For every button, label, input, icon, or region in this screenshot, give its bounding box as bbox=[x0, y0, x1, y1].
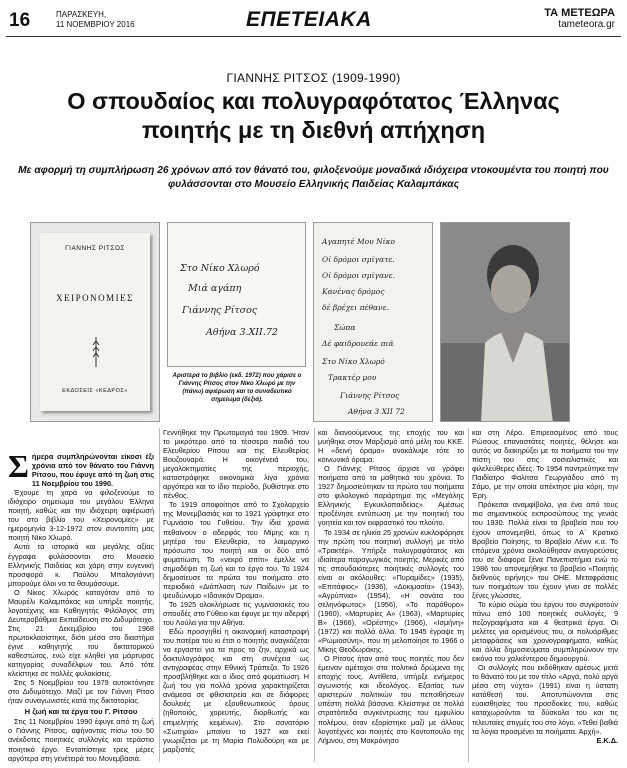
body-paragraph: Το 1934 σε ηλικία 25 χρονών κυκλοφόρησε την πρώτη του ποιητική συλλογή με τίτλο «Τρακτέρ». Υπήρξε πολυγραφότατος και ιδιαίτερα παραγωγικός ποιητής. Μερικές από τις σπουδαιότερες ποιητικές συλλογές του είναι οι ακόλουθες: «Πυραμίδες» (1935), «Επιτάφιος» (1936), «Δοκιμασία» (1943), «Αγρύπνια» (1954), «Η σονάτα του σεληνόφωτος» (1956), «Το παράθυρο» (1960), «Μαρτυρίες Α» (1963), «Μαρτυρίες Β» (1966), «Ορέστης» (1966), «Ισμήνη» (1972) και πολλά άλλα. Το 1945 έγραψε τη «Ρωμιοσύνη», που τη μελοποίησε το 1966 ο Μίκης Θεοδωράκης. bbox=[318, 527, 464, 655]
body-paragraph: Πρόκειται αναμφίβολα, για ένα από τους πιο σημαντικούς εκπροσώπους της γενιάς του 1930. Πολλά είναι τα βραβεία που του έχουν απονεμηθεί, όπως το Α΄ Κρατικό Βραβείο Ποίησης, το Βραβείο Λένιν κ.α. Το επόμενα χρόνια ακολούθησαν αναγορεύσεις του σε διάφορα ξένα Πανεπιστήμια ενώ το 1986 του απονεμήθηκε το βραβείο «Ποιητής διεθνούς ειρήνης» του ΟΗΕ. Μεταφράσεις των ποιημάτων του έχουν γίνει σε πολλές ξένες γλώσσες. bbox=[472, 500, 618, 600]
handwritten-note-image bbox=[313, 222, 433, 422]
dedication-line: Μιά αγάπη bbox=[188, 283, 242, 294]
dedication-image bbox=[167, 222, 306, 367]
brand-name: ΤΑ ΜΕΤΕΩΡΑ bbox=[544, 7, 615, 19]
dedication-line: Στο Νίκο Χλωρό bbox=[180, 263, 260, 274]
note-date: Αθήνα 3 ΧΙΙ 72 bbox=[348, 407, 405, 416]
article-headline bbox=[12, 87, 615, 145]
note-line: Σώπα bbox=[334, 323, 356, 332]
brand-site[interactable]: tameteora.gr bbox=[558, 19, 615, 30]
ritsos-portrait-photo bbox=[440, 222, 570, 422]
lead-paragraph: ήμερα συμπληρώνονται είκοσι έξι χρόνια από τον θάνατο του Γιάννη Ρίτσου, που έφυγε από τη ζωή στις 11 Νοεμβρίου του 1990. bbox=[31, 452, 155, 489]
note-signature: Γιάννης Ρίτσος bbox=[340, 391, 400, 400]
note-line: Οί δρόμοι σμίγατε. bbox=[322, 255, 395, 264]
note-line: Κανένας δρόμος bbox=[322, 287, 385, 296]
body-paragraph: Το κύριο σώμα του έργου του συγκροτούν πάνω από 100 ποιητικές συλλογές, 9 πεζογραφήματα και 4 θεατρικά έργα. Οι μελέτες για ορισμένους του, οι πολυάριθμες μεταφράσεις και χρονογραφήματα, καθώς και άλλα δημοσιεύματα συμπληρώνουν την εικόνα του χαλκέντερου δημιουργού. bbox=[472, 599, 618, 664]
note-line: Οί δρόμοι σμίγανε. bbox=[322, 271, 396, 280]
dedication-date: Αθήνα 3.XII.72 bbox=[206, 327, 278, 338]
body-paragraph: Αυτά τα ιστορικά και μεγάλης αξίας έγγραφα φυλάσσονται στο Μουσείο Ελληνικής Παιδείας και χάρη στην ευγενική προσφορά κ. Παύλου Μπαλογιάννη μπορούμε όλοι να τα θαυμάσουμε. bbox=[8, 542, 154, 588]
article-column-3 bbox=[318, 428, 464, 745]
body-paragraph: Οι συλλογές που εκδόθηκαν αμέσως μετά το θάνατό του με τον τίτλο «Αργά, πολύ αργά μέσα στη νύχτα» (1991) είναι η ύστατη κατάθεσή του. Αποτυπώνονται στις ευαισθησίες του προσδοκίες του, καθώς καταχωρούνται τα δύσκολα του και τις τελευταίες στιγμές του στο λόγο. «Τεθεί βαθιά τα λόγια προσμένει τα ποιήματα. Αρχή». bbox=[472, 663, 618, 736]
body-paragraph: Ο Γιάννης Ρίτσος άρχισε να γράφει ποιήματα από τα μαθητικά του χρόνια. Το 1927 δημοσιεύτηκαν τα πρώτα του ποιήματα στο φιλολογικό παράρτημα της «Μεγάλης Ελληνικής Εγκυκλοπαιδείας». Αμέσως προξένησε εντύπωση με την ποιητική του γοητεία και τον εκφραστικό του πλούτο. bbox=[318, 464, 464, 528]
page-number: 16 bbox=[9, 10, 31, 31]
body-paragraph: Το 1919 αποφοίτησε από το Σχολαρχείο της Μονεμβασιάς και το 1921 γράφτηκε στο Γυμνάσιο του Γυθείου. Την ίδια χρονιά πεθαίνουν ο αδερφός του Μίμης και η μητέρα του Ελευθερία, το λαιμαργικό πρόσωπο του ποιητή και οι δύο από φυματίωση. Το «νεκρό σπίτι» έμελλε να σημαδέψει τη ζωή και το έργο του. Το 1924 δημοσίευσε τα πρώτα του ποιήματα στο περιοδικό «Διάπλαση των Παίδων» με το ψευδώνυμο «Ιδανικόν Όραμα». bbox=[163, 500, 309, 600]
body-paragraph: Στις 5 Νοεμβρίου του 1979 αυτοκτόνησε στο Διδυμότειχο. Μαζί με τον Γιάννη Ρίτσο ήταν συναγωνιστές κατά της δικτατορίας. bbox=[8, 678, 154, 706]
image-caption: Αριστερά το βιβλίο (εκδ. 1972) που χάρισε ο Γιάννης Ρίτσος στον Νίκο Χλωρό με την (πάνω) αφιέρωση και το συναδευτικό σημείωμα (δεξιά). bbox=[172, 372, 302, 403]
column-divider bbox=[159, 428, 160, 762]
section-subheading: Η ζωή και τα έργα του Γ. Ρίτσου bbox=[24, 707, 138, 717]
issue-date bbox=[56, 10, 135, 30]
body-paragraph: Έχουμε τη χαρά να φιλοξενούμε το ιδιόχειρο σημείωμα του μεγάλου Έλληνα ποιητή, καθώς και την ιδιόχειρη αφιέρωσή του στο βιβλίο του «Χειρονομίες» με ημερομηνία 3-12-1972 στον συντοπίτη μας ποιητή Νίκο Χλωρό. bbox=[8, 488, 154, 543]
note-line: Δέ φαιδρουεάε πιά bbox=[322, 339, 394, 348]
body-paragraph: Ο Ρίτσος ήταν από τους ποιητές που δεν έμειναν αμέτοχοι στα πολιτικά δρώμενα της εποχής τους. Αντίθετα, υπήρξε ενήμερος αγωνιστής και ιδεολόγος. Εξαιτίας των αριστερών πολιτικών του πεποιθήσεων υπέστη πολλά βάσανα. Κλείστηκε σε πολλά στρατόπεδα συγκέντρωσης του εμφυλίου πολέμου, όταν εξορίστηκε μαζί με άλλους λογοτέχνες και ποιητές στο Κοντοπουλο της Λήμνου, στη Μακρόνησο bbox=[318, 654, 464, 745]
body-paragraph: Στις 11 Νοεμβρίου 1990 έφυγε από τη ζωή ο Γιάννης Ρίτσος, αφήνοντας πίσω του 50 ανέκδοτες ποιητικές συλλογές και τεράστιο ποιητικό έργο. Εντοπίστηκε τρεις μέρες αργότερα στη γενέτειρά του Μονεμβασιά. bbox=[8, 717, 154, 763]
book-author: ΓΙΑΝΝΗΣ ΡΙΤΣΟΣ bbox=[65, 245, 125, 252]
note-line: δέ βρέχει πέθανε. bbox=[322, 303, 390, 312]
issue-date-text: 11 ΝΟΕΜΒΡΙΟΥ 2016 bbox=[56, 20, 135, 29]
article-signoff: Ε.Κ.Δ. bbox=[596, 735, 618, 745]
newspaper-brand bbox=[544, 8, 615, 30]
body-paragraph: Εδώ προσγηθεί η οικονομική καταστροφή του πατέρα του κι έτσι ο ποιητής αναγκάζεται να εργαστεί για τα προς το ζην, αρχικά ως δακτυλογράφος και στη συνέχεια ως αντιγραφέας στην Εθνική Τράπεζα. Το 1926 προσβλήθηκε και ο ίδιος από φυματίωση. Η ζωή του για πολλά χρόνια χαρακτηρίζεται ανάμεσα σε φθισιατρεία και σε διάφορες δουλειές με εξουθενωτικούς όρους (ηθοποιός, χορευτής, διορθωτής και επιμελητής κειμένων). Στο σανατόριο «Σωτηρία» μπαίνει το 1927 και εκεί γνωρίζεται με τη Μαρία Πολυδούρη και με μαρξιστές bbox=[163, 627, 309, 754]
article-column-4 bbox=[472, 428, 618, 745]
headline-line-2: ποιητής με τη διεθνή απήχηση bbox=[141, 117, 486, 143]
section-title: ΕΠΕΤΕΙΑΚΑ bbox=[246, 8, 372, 31]
article-kicker: ΓΙΑΝΝΗΣ ΡΙΤΣΟΣ (1909-1990) bbox=[226, 71, 401, 85]
body-paragraph: Ο Νίκος Χλωρός καταγόταν από το Μαυρέλι Καλαμπάκας και υπήρξε ποιητής, λογοτέχνης και Καθηγητής Φιλόλογος στη Δευτεροβάθμια Εκπαίδευση στο Διδυμότειχο. Στις 21 Δεκεμβρίου του 1968 πρωτοκλασίστηκε, διότι μέσα στο διαστήμα έγινε καθηγητής του δικτατορικού καθεστώτος, ενώ είχε κληθεί για μάρτυρας κατηγορίας συναδέλφων του. Από τότε κλείστηκε σε πολλές φυλακίσεις. bbox=[8, 587, 154, 679]
note-line: Τρακτέρ μου bbox=[328, 373, 377, 382]
column-divider bbox=[468, 428, 469, 762]
book-title: ΧΕΙΡΟΝΟΜΙΕΣ bbox=[56, 293, 134, 303]
header-rule bbox=[6, 36, 621, 37]
note-line: Αγαπητέ Μου Νίκο bbox=[322, 237, 396, 246]
book-cover bbox=[40, 233, 150, 411]
body-paragraph: και διανοούμενους της εποχής του και μυήθηκε στον Μαρξισμό από μέλη του ΚΚΕ. Η «δεινή όραμα» ανακάλυψε τότε το κοινωνικό όραμα. bbox=[318, 428, 464, 465]
column-divider bbox=[314, 428, 315, 762]
book-publisher: ΕΚΔΟΣΕΙΣ «ΚΕΔΡΟΣ» bbox=[62, 388, 128, 394]
article-subhead: Με αφορμή τη συμπλήρωση 26 χρόνων από τον θάνατό του, φιλοξενούμε μοναδικά ιδιόχειρα ντοκουμέντα του ποιητή που φυλάσσονται στο Μουσείο Ελληνικής Παιδείας Καλαμπάκας bbox=[18, 165, 609, 190]
issue-day: ΠΑΡΑΣΚΕΥΗ, bbox=[56, 10, 107, 19]
publisher-logo-icon bbox=[92, 337, 100, 367]
dedication-signature: Γιάννης Ρίτσος bbox=[182, 305, 258, 316]
headline-line-1: Ο σπουδαίος και πολυγραφότατος Έλληνας bbox=[67, 88, 560, 114]
article-column-1 bbox=[8, 448, 155, 763]
body-paragraph: και στη Λέρο. Επιρεασμένος από τους Ρώσους επαναστάτες ποιητές, θέλησε και αυτός να διακηρύξει με τα ποιήματα του την πίστη του στις σοσιαλιστικές και φιλελεύθερες ιδέες. Το 1954 παντρεύτηκε την Παιδίατρο Φαλίτσα Γεωργιάδου από τη Σάμο, με την οποία απέκτησε μία κόρη, την Έρη. bbox=[472, 428, 618, 501]
drop-cap: Σ bbox=[8, 448, 29, 484]
body-paragraph: Γεννήθηκε την Πρωτομαγιά του 1909. Ήταν το μικρότερο από τα τέσσερα παιδιά του Ελευθερίου Ρίτσου και της Ελευθερίας Βουζουναρά. Η οικογένειά του, μεγαλοκτηματίες της περιοχής, καταστράφηκε οικονομικά λίγα χρόνια αργότερα και το ίδιο περίοδο, βυθίστηκε στο πένθος. bbox=[163, 428, 309, 501]
body-paragraph: Το 1925 ολοκλήρωσε τις γυμνασιακές του σπουδές στο Γύθειο και έφυγε με την αδερφή του Λούλα για την Αθήνα. bbox=[163, 599, 309, 627]
note-line: Στο Νίκο Χλωρό bbox=[322, 357, 385, 366]
portrait-silhouette bbox=[441, 223, 570, 422]
article-column-2 bbox=[163, 428, 309, 754]
book-cover-image bbox=[30, 222, 160, 422]
